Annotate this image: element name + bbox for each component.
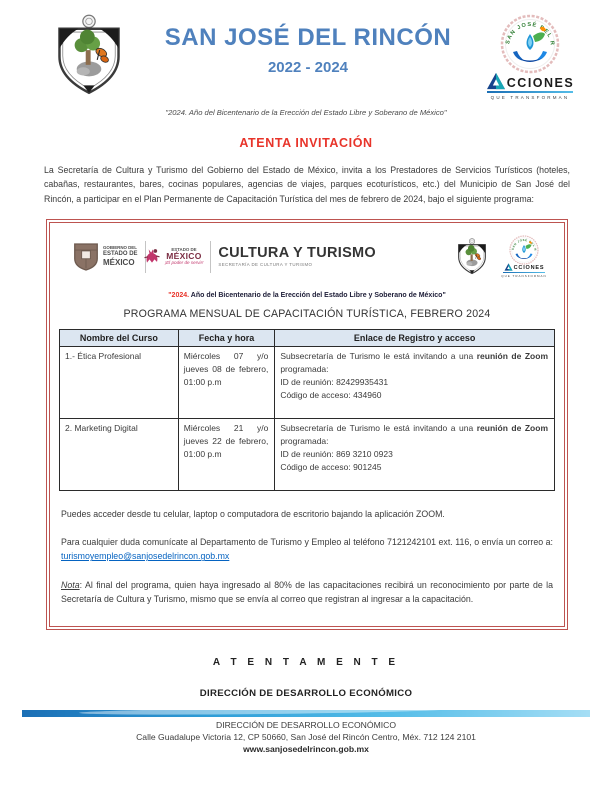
edomex-deer-icon bbox=[141, 246, 163, 266]
intro-paragraph: La Secretaría de Cultura y Turismo del Gobierno del Estado de México, invita a los Prestadores de Servicios Turísticos (hoteles, cabañas, restaurantes, bares, cocinas populares, agencias de viajes, parques ecoturísticos, etc.) del Municipio de San José del Rincón, a participar en el Plan Permanente de Capacitación Turística del mes de febrero de 2024, bajo el siguiente programa: bbox=[44, 165, 570, 204]
acciones-a-icon bbox=[486, 72, 506, 90]
acciones-divider bbox=[487, 91, 573, 93]
access-code: Código de acceso: 434960 bbox=[280, 390, 382, 401]
signing-department: DIRECCIÓN DE DESARROLLO ECONÓMICO bbox=[199, 688, 413, 699]
note-label: Nota bbox=[61, 579, 80, 590]
contact-paragraph: Para cualquier duda comunícate al Departamento de Turismo y Empleo al teléfono 7121242101 ext. 116, o envía un correo a: turismoyempleo@sanjosedelrincon.gob.mx bbox=[61, 537, 553, 562]
page-title: SAN JOSÉ DEL RINCÓN bbox=[164, 24, 452, 51]
administration-period: 2022 - 2024 bbox=[267, 59, 349, 76]
email-link[interactable]: turismoyempleo@sanjosedelrincon.gob.mx bbox=[61, 551, 230, 562]
bicentenario-quote: "2024. Año del Bicentenario de la Erección del Estado Libre y Soberano de México" bbox=[165, 108, 447, 117]
banner-year: "2024. bbox=[168, 291, 190, 299]
acciones-seal-icon bbox=[509, 235, 539, 265]
logo-divider bbox=[210, 241, 211, 273]
access-cell bbox=[275, 418, 555, 490]
footer-stripe bbox=[22, 710, 590, 717]
zoom-invite-text: Subsecretaría de Turismo le está invitando a una reunión de Zoom programada: bbox=[280, 422, 549, 446]
acciones-tagline: QUE TRANSFORMAN bbox=[490, 95, 570, 100]
table-row bbox=[60, 418, 555, 490]
footer-website: www.sanjosedelrincon.gob.mx bbox=[243, 744, 369, 755]
acciones-wordmark bbox=[486, 72, 574, 90]
box-banner bbox=[59, 292, 555, 299]
banner-text: Año del Bicentenario de la Erección del Estado Libre y Soberano de México" bbox=[189, 291, 446, 299]
zoom-app-paragraph: Puedes acceder desde tu celular, laptop o computadora de escritorio bajando la aplicación ZOOM. bbox=[61, 508, 445, 519]
course-name-cell: 1.- Ética Profesional bbox=[60, 346, 179, 418]
acciones-divider bbox=[503, 272, 545, 273]
program-title: PROGRAMA MENSUAL DE CAPACITACIÓN TURÍSTICA, FEBRERO 2024 bbox=[123, 307, 491, 320]
acciones-a-icon bbox=[504, 263, 513, 271]
access-code: Código de acceso: 901245 bbox=[280, 462, 382, 473]
table-header-row bbox=[60, 329, 555, 346]
municipal-crest-icon bbox=[46, 14, 132, 96]
stripe-gleam bbox=[79, 710, 448, 716]
access-cell bbox=[275, 346, 555, 418]
column-header-date: Fecha y hora bbox=[178, 329, 275, 346]
institutional-logo-row bbox=[59, 229, 555, 281]
schedule-cell: Miércoles 21 y/o jueves 22 de febrero, 01:00 p.m bbox=[178, 418, 275, 490]
page-footer bbox=[0, 719, 612, 755]
acciones-wordmark: CCIONES bbox=[504, 263, 545, 271]
meeting-id: ID de reunión: 82429935431 bbox=[280, 377, 389, 388]
closing-salutation: A T E N T A M E N T E bbox=[212, 657, 400, 668]
edomex-brand-logo: ESTADO DE MÉXICO ¡El poder de servir! bbox=[153, 248, 204, 267]
course-name-cell: 2. Marketing Digital bbox=[60, 418, 179, 490]
acciones-logo bbox=[484, 14, 576, 100]
footer-address: Calle Guadalupe Victoria 12, CP 50660, San José del Rincón Centro, Méx. 712 124 2101 bbox=[136, 732, 476, 743]
column-header-course: Nombre del Curso bbox=[60, 329, 179, 346]
zoom-invite-text: Subsecretaría de Turismo le está invitando a una reunión de Zoom programada: bbox=[280, 350, 549, 374]
acciones-brand-text: CCIONES bbox=[506, 76, 575, 90]
schedule-cell: Miércoles 07 y/o jueves 08 de febrero, 01:00 p.m bbox=[178, 346, 275, 418]
acciones-seal-icon bbox=[500, 14, 560, 74]
cultura-turismo-logo: CULTURA Y TURISMO SECRETARÍA DE CULTURA Y TURISMO bbox=[218, 245, 376, 267]
page-header bbox=[0, 0, 612, 100]
title-block bbox=[132, 14, 484, 76]
program-box bbox=[46, 219, 568, 630]
edomex-shield-icon bbox=[73, 242, 99, 272]
column-header-link: Enlace de Registro y acceso bbox=[275, 329, 555, 346]
edomex-government-logo bbox=[73, 242, 138, 272]
note-paragraph: Nota: Al final del programa, quien haya ingresado al 80% de las capacitaciones recibirá un reconocimiento por parte de la Secretaría de Cultura y Turismo, mismo que se envía al correo que registran al ingresar a la capacitación. bbox=[61, 579, 553, 604]
edomex-government-text: GOBIERNO DEL ESTADO DE MÉXICO bbox=[103, 245, 138, 268]
acciones-logo: CCIONES QUE TRANSFORMAN bbox=[501, 235, 547, 278]
training-schedule-table bbox=[59, 329, 555, 491]
municipal-crest-icon bbox=[453, 238, 491, 275]
meeting-id: ID de reunión: 869 3210 0923 bbox=[280, 449, 393, 460]
footer-department: DIRECCIÓN DE DESARROLLO ECONÓMICO bbox=[215, 720, 396, 730]
table-row bbox=[60, 346, 555, 418]
invitation-heading: ATENTA INVITACIÓN bbox=[239, 136, 373, 150]
